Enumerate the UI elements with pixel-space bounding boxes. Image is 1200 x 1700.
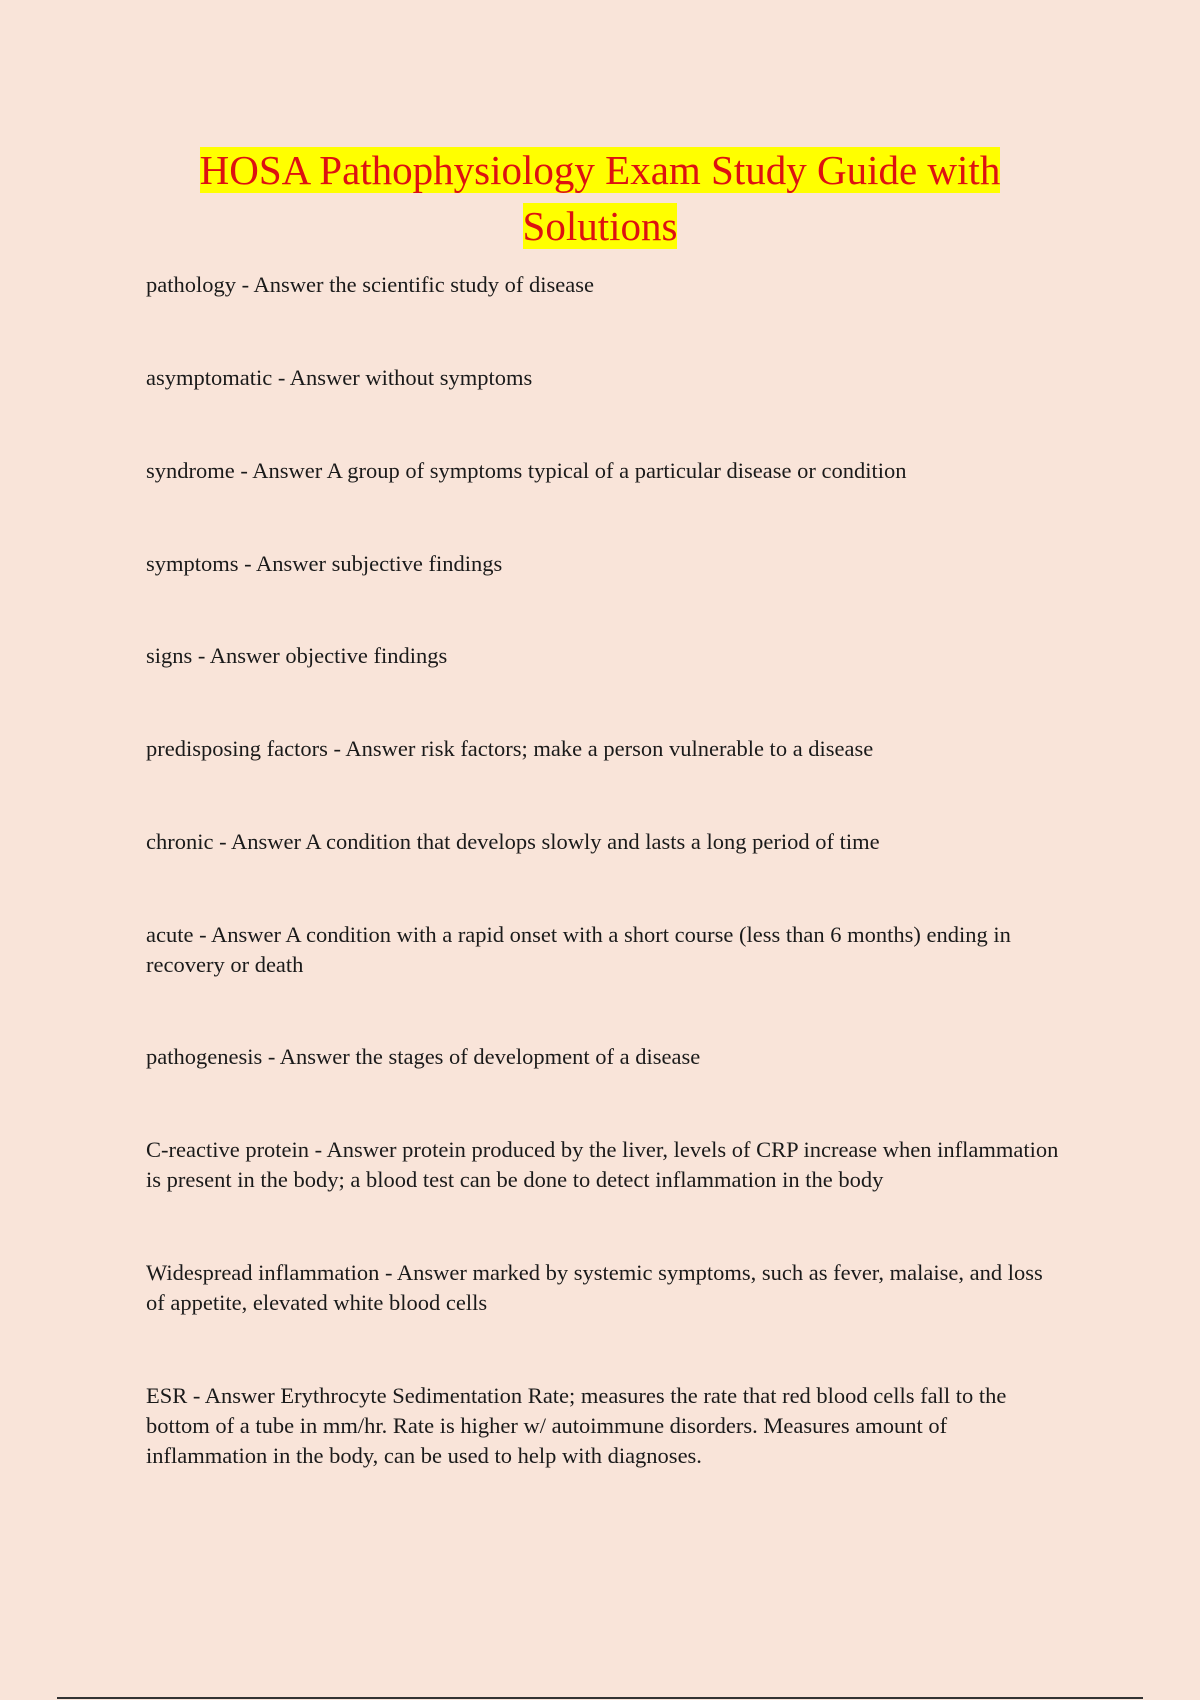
document-title — [100, 142, 1100, 254]
flashcard-entry-syndrome: syndrome - Answer A group of symptoms typical of a particular disease or condition — [146, 458, 907, 483]
flashcard-entry-predisposing-factors: predisposing factors - Answer risk factors; make a person vulnerable to a disease — [146, 736, 874, 761]
flashcard-entry-pathogenesis: pathogenesis - Answer the stages of development of a disease — [146, 1044, 701, 1069]
flashcard-entry-c-reactive-protein: C-reactive protein - Answer protein produced by the liver, levels of CRP increase when inflammation is present in the body; a blood test can be done to detect inflammation in the body — [146, 1137, 1059, 1192]
flashcard-entry-signs: signs - Answer objective findings — [146, 643, 448, 668]
flashcard-entry-chronic: chronic - Answer A condition that develops slowly and lasts a long period of time — [146, 829, 880, 854]
footer-divider — [57, 1697, 1143, 1699]
document-title-line-2: Solutions — [522, 203, 678, 249]
flashcard-entry-acute: acute - Answer A condition with a rapid onset with a short course (less than 6 months) ending in recovery or death — [146, 922, 1011, 977]
flashcard-list — [146, 270, 1066, 1471]
flashcard-entry-esr: ESR - Answer Erythrocyte Sedimentation Rate; measures the rate that red blood cells fall to the bottom of a tube in mm/hr. Rate is higher w/ autoimmune disorders. Measures amount of inflammation in the body, can be used to help with diagnoses. — [146, 1383, 1007, 1468]
document-title-line-1: HOSA Pathophysiology Exam Study Guide with — [199, 147, 1001, 193]
flashcard-entry-symptoms: symptoms - Answer subjective findings — [146, 551, 503, 576]
flashcard-entry-pathology: pathology - Answer the scientific study of disease — [146, 272, 595, 297]
flashcard-entry-widespread-inflammation: Widespread inflammation - Answer marked by systemic symptoms, such as fever, malaise, and loss of appetite, elevated white blood cells — [146, 1260, 1043, 1315]
flashcard-entry-asymptomatic: asymptomatic - Answer without symptoms — [146, 365, 533, 390]
